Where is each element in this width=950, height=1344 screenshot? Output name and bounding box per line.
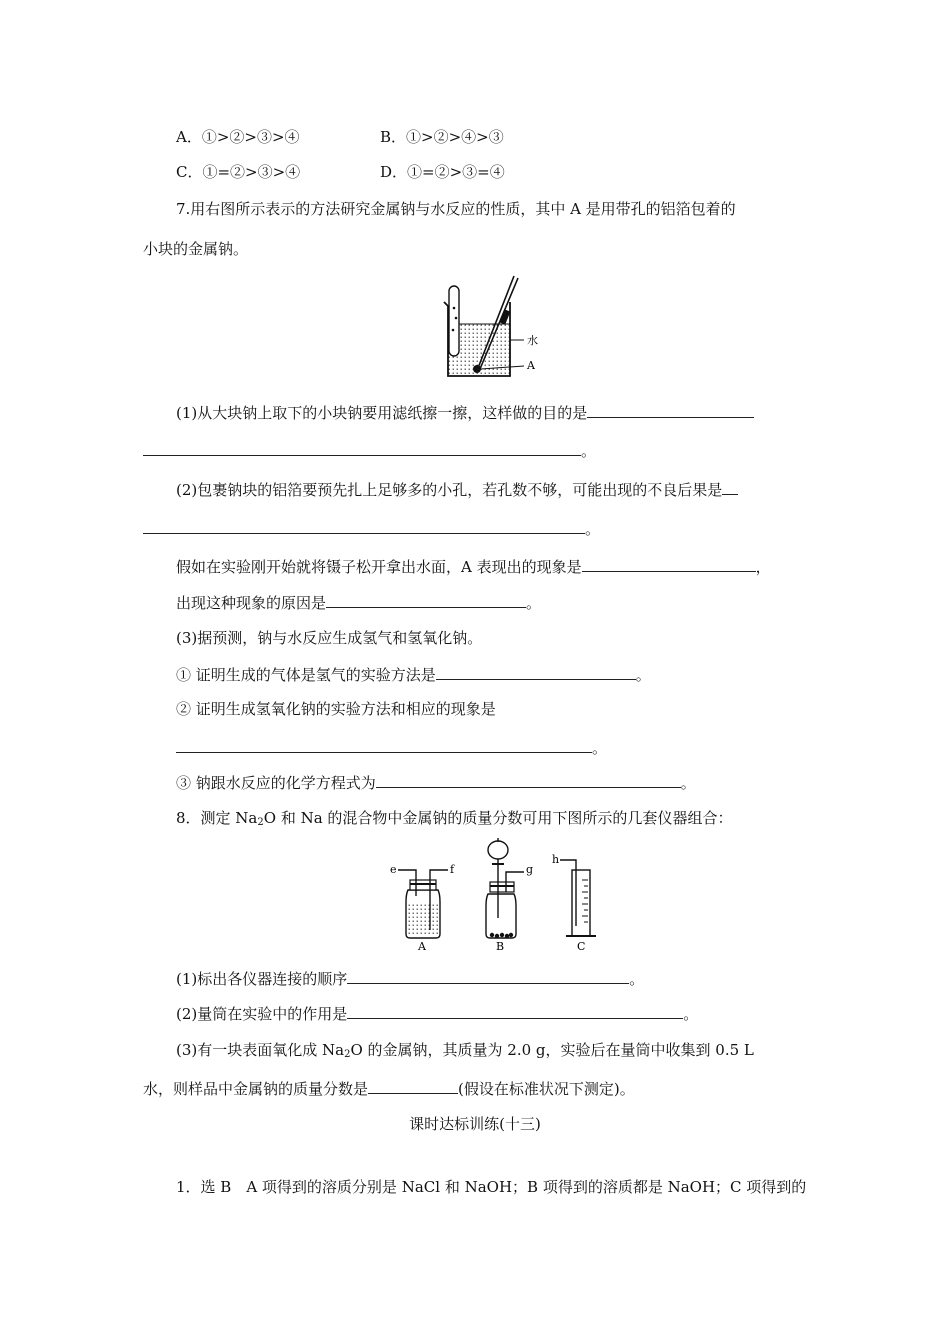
option-d: D．①=②>③=④ (380, 163, 505, 181)
q7-part2b: 假如在实验刚开始就将镊子松开拿出水面，A 表现出的现象是 ， (176, 558, 771, 576)
q8-part1: (1)标出各仪器连接的顺序 。 (176, 970, 645, 988)
answer-blank[interactable] (143, 518, 585, 534)
label-bottle-a: A (418, 940, 426, 953)
label-h: h (552, 853, 560, 866)
answer-blank[interactable] (587, 402, 754, 418)
beaker-figure (436, 272, 546, 384)
option-b: B．①>②>④>③ (380, 128, 504, 146)
q7-stem-line1: 7.用右图所示表示的方法研究金属钠与水反应的性质，其中 A 是用带孔的铝箔包着的 (176, 200, 736, 218)
q7-part3-2: ② 证明生成氢氧化钠的实验方法和相应的现象是 (176, 700, 496, 718)
label-a: A (527, 359, 535, 372)
answer-blank[interactable] (326, 592, 526, 608)
section-title: 课时达标训练(十三) (409, 1115, 541, 1133)
answer-blank[interactable] (368, 1078, 458, 1094)
q7-part1-cont: 。 (143, 440, 596, 461)
q8-stem: 8．测定 $Na_2O$ 和 Na 的混合物中金属钠的质量分数可用下图所示的几套仪器组合： (176, 809, 733, 828)
label-water: 水 (527, 334, 538, 347)
answer-blank[interactable] (347, 968, 629, 984)
answer-blank[interactable] (722, 479, 738, 495)
label-flask-b: B (496, 940, 505, 953)
q7-part3-2-cont: 。 (176, 737, 607, 758)
answer-blank[interactable] (143, 440, 581, 456)
q7-stem-line2: 小块的金属钠。 (143, 240, 249, 258)
apparatus-figure (384, 836, 610, 954)
q7-part1: (1)从大块钠上取下的小块钠要用滤纸擦一擦，这样做的目的是 (176, 402, 754, 423)
answer-blank[interactable] (582, 556, 756, 572)
label-cylinder-c: C (577, 940, 586, 953)
option-a: A．①>②>③>④ (176, 128, 300, 146)
q8-part3: (3)有一块表面氧化成 $Na_2O$ 的金属钠，其质量为 2.0 g，实验后在量筒中收集到 0.5 L (176, 1041, 754, 1060)
label-g: g (526, 863, 534, 876)
answer-line: 1．选 B A 项得到的溶质分别是 NaCl 和 NaOH；B 项得到的溶质都是 NaOH；C 项得到的 (176, 1178, 807, 1196)
answer-blank[interactable] (376, 772, 681, 788)
label-f: f (450, 863, 455, 876)
label-e: e (390, 863, 397, 876)
bottle-a (390, 863, 455, 953)
q7-part2-cont: 。 (143, 518, 600, 539)
q7-part3-3: ③ 钠跟水反应的化学方程式为 。 (176, 774, 696, 792)
answer-blank[interactable] (347, 1003, 683, 1019)
flask-b (486, 838, 533, 953)
q7-part3-1: ① 证明生成的气体是氢气的实验方法是 。 (176, 666, 651, 684)
q8-part2: (2)量筒在实验中的作用是 。 (176, 1005, 699, 1023)
q8-part3-cont: 水，则样品中金属钠的质量分数是 (假设在标准状况下测定)。 (143, 1080, 635, 1098)
option-c: C．①=②>③>④ (176, 163, 301, 181)
answer-blank[interactable] (436, 664, 636, 680)
q7-part2: (2)包裹钠块的铝箔要预先扎上足够多的小孔，若孔数不够，可能出现的不良后果是 (176, 479, 738, 500)
q7-part2c: 出现这种现象的原因是 。 (176, 594, 542, 612)
q7-part3: (3)据预测，钠与水反应生成氢气和氢氧化钠。 (176, 629, 483, 647)
cylinder-c (552, 853, 596, 953)
answer-blank[interactable] (176, 737, 592, 753)
